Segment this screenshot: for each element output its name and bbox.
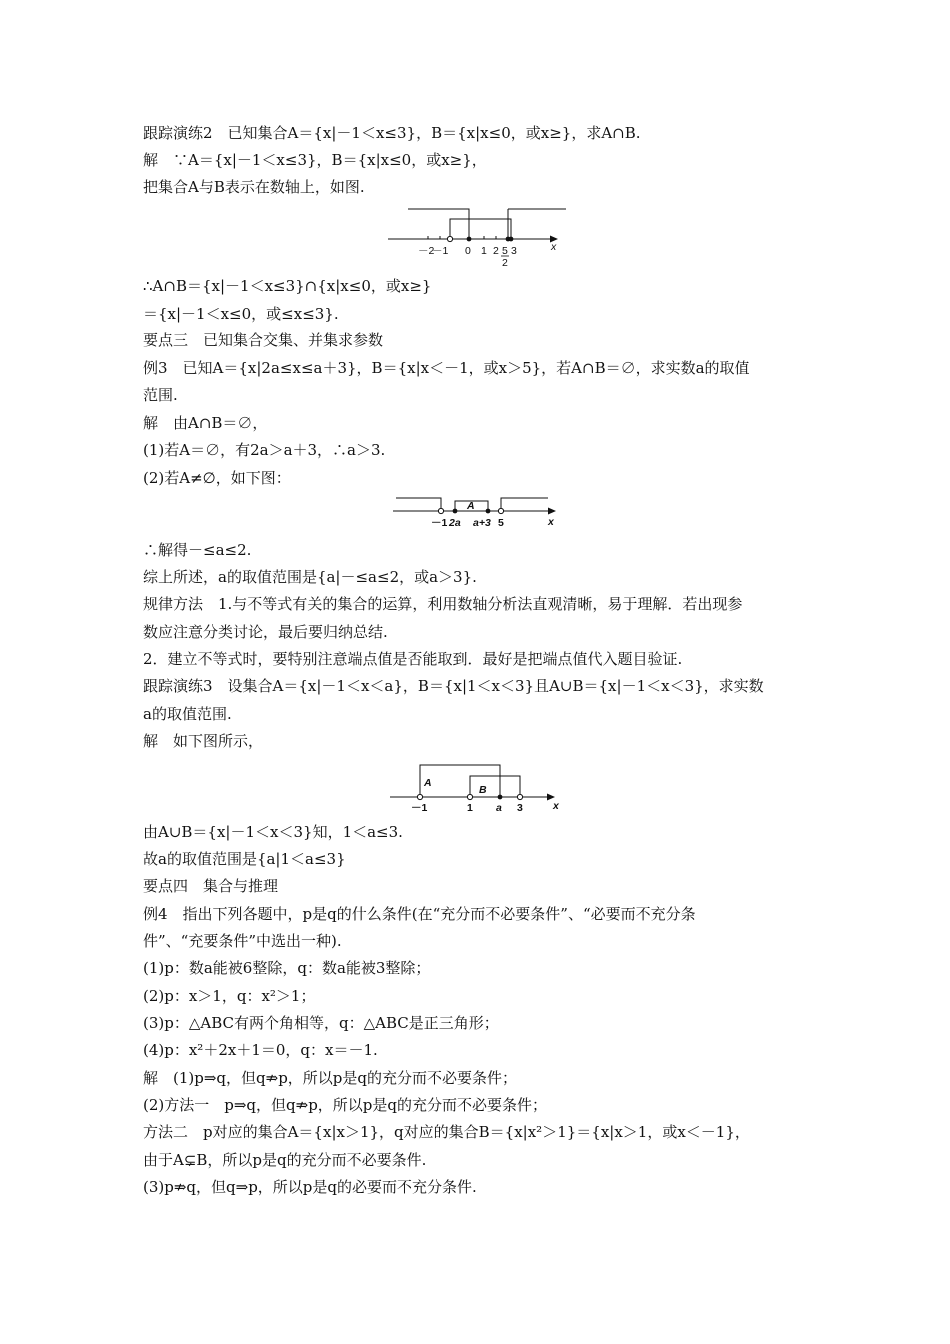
tick-label: 2 <box>493 245 499 257</box>
tick-label: a+3 <box>473 517 491 529</box>
text-line: (2)若A≠∅，如下图： <box>143 469 291 487</box>
tick-label: 5 <box>502 245 508 257</box>
tick-label: 0 <box>465 245 471 257</box>
tick-label: 1 <box>467 802 473 814</box>
number-line-figure-3 <box>390 760 565 814</box>
tick-label: 2a <box>449 517 461 529</box>
text-line: (2)方法一 p⇒q，但q⇏p，所以p是q的充分而不必要条件； <box>143 1096 547 1114</box>
number-line-figure-1 <box>388 204 568 268</box>
axis-label: x <box>553 800 559 812</box>
practice-3-question: 跟踪演练3 设集合A＝{x|－1＜x＜a}，B＝{x|1＜x＜3}且A∪B＝{x|－1＜x＜3}，求实数 <box>143 677 764 695</box>
text-line: 数应注意分类讨论，最后要归纳总结. <box>143 623 388 641</box>
tick-label: －1 <box>431 517 448 529</box>
tick-label: 1 <box>481 245 487 257</box>
tick-label-denominator: 2 <box>502 257 508 269</box>
example-3-question: 例3 已知A＝{x|2a≤x≤a＋3}，B＝{x|x＜－1，或x＞5}，若A∩B＝∅，求实数a的取值 <box>143 359 750 377</box>
text-line: 2．建立不等式时，要特别注意端点值是否能取到．最好是把端点值代入题目验证. <box>143 650 683 668</box>
tick-label: 5 <box>498 517 504 529</box>
text-line: (3)p⇏q，但q⇒p，所以p是q的必要而不充分条件. <box>143 1178 477 1196</box>
tick-label: 3 <box>511 245 517 257</box>
section-heading: 要点四 集合与推理 <box>143 877 279 895</box>
set-a-label: A <box>424 777 432 789</box>
text-line: 方法二 p对应的集合A＝{x|x＞1}，q对应的集合B＝{x|x²＞1}＝{x|x＞1，或x＜－1}， <box>143 1123 750 1141</box>
sub-question: (1)p：数a能被6整除，q：数a能被3整除； <box>143 959 431 977</box>
tick-label: a <box>496 802 502 814</box>
axis-label: x <box>548 516 554 528</box>
text-line: 范围. <box>143 386 178 404</box>
sub-question: (2)p：x＞1，q：x²＞1； <box>143 987 316 1005</box>
text-line: (1)若A＝∅，有2a＞a＋3，∴a＞3. <box>143 441 386 459</box>
text-line: ∴解得－≤a≤2. <box>143 541 252 559</box>
sub-question: (3)p：△ABC有两个角相等，q：△ABC是正三角形； <box>143 1014 499 1032</box>
method-summary: 规律方法 1.与不等式有关的集合的运算，利用数轴分析法直观清晰，易于理解．若出现参 <box>143 595 743 613</box>
solution-line: 解 (1)p⇒q，但q⇏p，所以p是q的充分而不必要条件； <box>143 1069 517 1087</box>
solution-line: 解 ∵A＝{x|－1＜x≤3}，B＝{x|x≤0，或x≥}， <box>143 151 487 169</box>
tick-label: －1 <box>411 802 428 814</box>
tick-label: －2 <box>418 245 435 257</box>
section-heading: 要点三 已知集合交集、并集求参数 <box>143 331 384 349</box>
solution-line: 解 如下图所示， <box>143 732 264 750</box>
text-line: ＝{x|－1＜x≤0，或≤x≤3}. <box>143 305 339 323</box>
text-line: 由A∪B＝{x|－1＜x＜3}知，1＜a≤3. <box>143 823 403 841</box>
axis-label: x <box>551 241 557 253</box>
sub-question: (4)p：x²＋2x＋1＝0，q：x＝－1. <box>143 1041 378 1059</box>
tick-label: 3 <box>517 802 523 814</box>
solution-line: 解 由A∩B＝∅， <box>143 414 268 432</box>
tick-label: －1 <box>432 245 449 257</box>
text-line: a的取值范围. <box>143 705 232 723</box>
set-label: A <box>467 500 475 512</box>
text-line: 件”、“充要条件”中选出一种). <box>143 932 342 950</box>
text-line: 由于A⊊B，所以p是q的充分而不必要条件. <box>143 1151 427 1169</box>
number-line-figure-2 <box>393 495 563 531</box>
text-line: 把集合A与B表示在数轴上，如图. <box>143 178 365 196</box>
text-line: 综上所述，a的取值范围是{a|－≤a≤2，或a＞3}. <box>143 568 477 586</box>
example-4-question: 例4 指出下列各题中，p是q的什么条件(在“充分而不必要条件”、“必要而不充分条 <box>143 905 696 923</box>
text-line: ∴A∩B＝{x|－1＜x≤3}∩{x|x≤0，或x≥} <box>143 277 432 295</box>
text-line: 故a的取值范围是{a|1＜a≤3} <box>143 850 346 868</box>
practice-2-question: 跟踪演练2 已知集合A＝{x|－1＜x≤3}，B＝{x|x≤0，或x≥}，求A∩B. <box>143 124 641 142</box>
set-b-label: B <box>479 784 487 796</box>
